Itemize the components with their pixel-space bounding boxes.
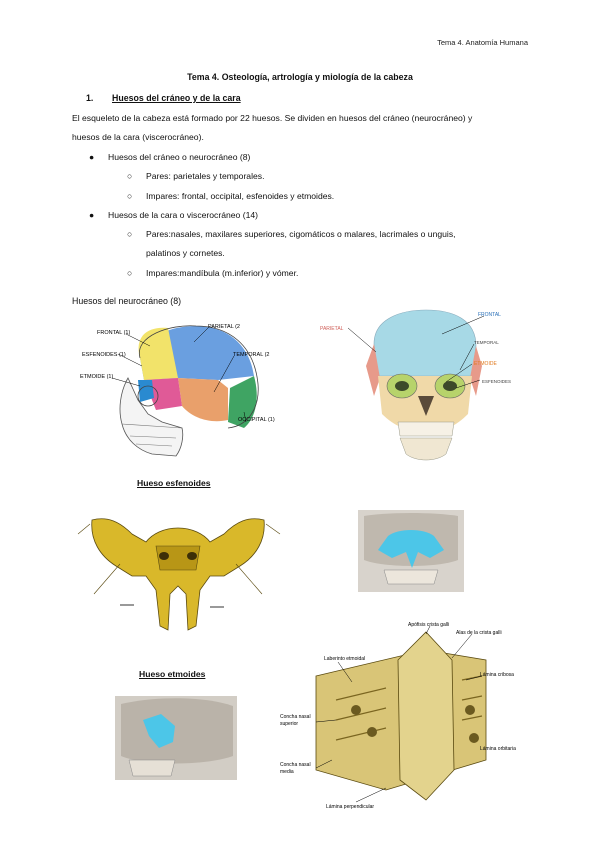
section-heading [86,93,241,103]
label-cornete-med-2: media [280,769,294,775]
label-apofisis: Apófisis crista galli [408,622,450,628]
label-orbitaria: Lámina orbitaria [480,746,516,752]
section-number: 1. [86,93,94,103]
cell [367,727,377,737]
list-item [127,264,299,283]
intro-line-1: El esqueleto de la cabeza está formado por 22 huesos. Se dividen en huesos del cráneo (neurocráneo) y [72,113,473,123]
sphenoid-skull-figure [358,510,464,592]
label-cornete-sup-2: superior [280,721,299,727]
etmoides-heading: Hueso etmoides [139,669,206,679]
list-item-text: Huesos de la cara o viscerocráneo (14) [108,210,258,220]
teeth [129,760,175,776]
cell [465,705,475,715]
cell [351,705,361,715]
bullet-hollow-icon: ○ [127,171,133,181]
temporal-region [178,378,228,421]
label-cribosa: Lámina cribosa [480,672,514,678]
list-item [89,206,258,225]
sphenoid-figure [60,494,296,644]
label-etmoides: ETMOIDE [474,361,497,367]
label-frontal: FRONTAL (1) [97,330,131,336]
list-item [127,225,456,244]
skull-background [121,698,233,763]
label-esfenoides: ESFENOIDES [482,379,512,384]
bullet-hollow-icon: ○ [127,268,133,278]
list-item-text: Pares: parietales y temporales. [146,171,265,181]
label-etmoides: ETMOIDE (1) [80,374,114,380]
subheading: Huesos del neurocráneo (8) [72,296,182,306]
list-item-text: Pares:nasales, maxilares superiores, cigomáticos o malares, lacrimales o unguis, [146,229,456,239]
list-item [89,148,251,167]
list-item-text: Huesos del cráneo o neurocráneo (8) [108,152,251,162]
cell [469,733,479,743]
frontal-bone [374,310,476,376]
list-item-continuation: palatinos y cornetes. [146,248,225,258]
teeth [384,570,438,584]
label-laberinto: Laberinto etmoidal [324,656,366,662]
label-alas: Alas de la crista galli [456,630,502,636]
ethmoid-skull-figure [115,696,237,780]
document-title: Tema 4. Osteología, artrología y miología de la cabeza [187,72,413,82]
orbit-left-depth [395,381,409,391]
bullet-filled-icon: ● [89,152,95,162]
perpendicular-plate [398,632,454,800]
foramen [159,552,169,560]
label-perpendicular: Lámina perpendicular [326,804,375,810]
bullet-hollow-icon: ○ [127,191,133,201]
skull-frontal-figure [318,304,530,468]
list-item-text: Impares:mandíbula (m.inferior) y vómer. [146,268,299,278]
esfenoides-heading: Hueso esfenoides [137,478,211,488]
list-item-text: Impares: frontal, occipital, esfenoides y etmoides. [146,191,335,201]
label-frontal: FRONTAL [478,312,501,318]
label-esfenoides: ESFENOIDES (1) [82,352,126,358]
upper-teeth [398,422,454,436]
intro-line-2: huesos de la cara (viscerocráneo). [72,132,204,142]
label-cornete-med-1: Concha nasal [280,762,311,768]
orbit-right-depth [443,381,457,391]
label-occipital: OCCIPITAL (1) [238,417,275,423]
label-cornete-sup-1: Concha nasal [280,714,311,720]
ethmoid-figure [276,620,536,816]
skull-lateral-figure [78,318,288,468]
section-label: Huesos del cráneo y de la cara [112,93,241,103]
bullet-hollow-icon: ○ [127,229,133,239]
list-item [127,187,335,206]
page-header: Tema 4. Anatomía Humana [437,38,528,47]
list-item [127,167,265,186]
foramen [187,552,197,560]
sphenoid-bone [92,519,265,630]
label-temporal: TEMPORAL (2 [233,352,270,358]
label-parietal: PARIETAL (2 [208,324,240,330]
bullet-filled-icon: ● [89,210,95,220]
label-temporal: TEMPORAL [474,340,499,345]
label-parietal: PARIETAL [320,326,344,332]
